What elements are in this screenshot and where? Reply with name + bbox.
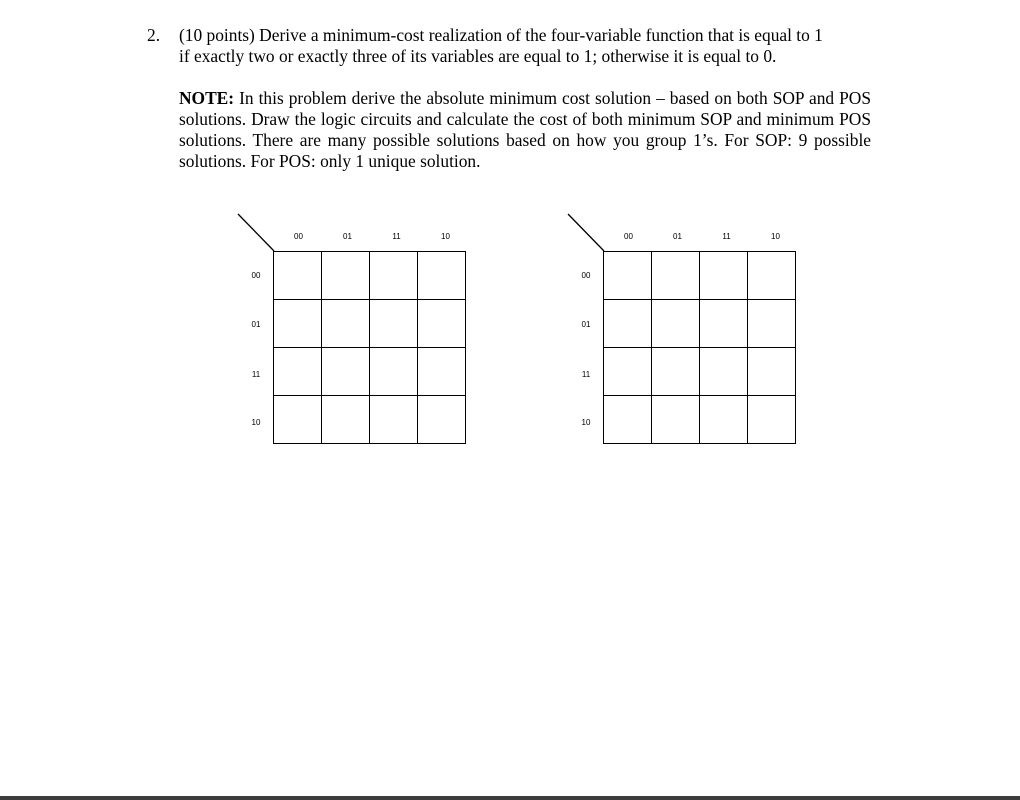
kmap-2-row-label: 11 (581, 370, 591, 379)
kmap-1-row-label: 11 (251, 370, 261, 379)
note-text: In this problem derive the absolute minimum cost solution – based on both SOP and POS solutions. Draw the logic circuits and calculate the cost of both minimum SOP and minimum POS solutions. There are many possible solutions based on how you group 1’s. For SOP: 9 possible solutions. For POS: only 1 unique solution. (179, 88, 871, 171)
kmap-2-cell[interactable] (748, 396, 796, 444)
kmap-1-cell[interactable] (418, 300, 466, 348)
kmap-1-col-label: 01 (343, 232, 352, 241)
kmap-2 (567, 212, 837, 452)
kmap-2-cell[interactable] (604, 252, 652, 300)
problem-text-line-2: if exactly two or exactly three of its variables are equal to 1; otherwise it is equal to 0. (179, 46, 777, 66)
problem-number: 2. (147, 25, 161, 45)
kmap-1-col-label: 00 (294, 232, 303, 241)
kmap-2-row-label: 01 (581, 320, 591, 329)
kmap-2-cell[interactable] (604, 300, 652, 348)
kmap-2-cell[interactable] (652, 252, 700, 300)
note-paragraph (179, 88, 871, 172)
kmap-1-row-label: 00 (251, 271, 261, 280)
kmap-2-cell[interactable] (700, 348, 748, 396)
viewer-bottom-edge (0, 796, 1020, 800)
kmap-2-cell[interactable] (652, 348, 700, 396)
kmap-1-cell[interactable] (370, 300, 418, 348)
kmap-2-col-label: 01 (673, 232, 682, 241)
kmap-2-grid (603, 251, 796, 444)
kmap-1-cell[interactable] (274, 300, 322, 348)
kmap-1-col-label: 10 (441, 232, 450, 241)
note-label: NOTE: (179, 88, 235, 108)
kmap-1-cell[interactable] (274, 252, 322, 300)
kmap-1-cell[interactable] (322, 252, 370, 300)
kmap-2-cell[interactable] (652, 396, 700, 444)
kmap-1-cell[interactable] (370, 348, 418, 396)
kmap-1-cell[interactable] (322, 348, 370, 396)
kmap-2-cell[interactable] (700, 300, 748, 348)
kmap-2-cell[interactable] (700, 396, 748, 444)
kmap-1-row-label: 10 (251, 418, 261, 427)
problem-statement (179, 25, 871, 67)
kmap-1-cell[interactable] (322, 300, 370, 348)
kmap-2-row-label: 00 (581, 271, 591, 280)
problem-text-line-1: (10 points) Derive a minimum-cost realization of the four-variable function that is equal to 1 (179, 25, 823, 45)
kmap-1-row-label: 01 (251, 320, 261, 329)
kmap-1-col-label: 11 (392, 232, 401, 241)
kmap-1-cell[interactable] (418, 396, 466, 444)
kmap-1 (237, 212, 507, 452)
kmap-2-cell[interactable] (748, 348, 796, 396)
kmap-2-cell[interactable] (748, 252, 796, 300)
kmap-2-cell[interactable] (700, 252, 748, 300)
kmap-2-row-label: 10 (581, 418, 591, 427)
kmap-2-col-label: 00 (624, 232, 633, 241)
kmap-1-cell[interactable] (418, 348, 466, 396)
kmap-2-cell[interactable] (748, 300, 796, 348)
previous-text-cut-off (0, 0, 1020, 5)
kmap-1-cell[interactable] (418, 252, 466, 300)
kmap-2-col-label: 10 (771, 232, 780, 241)
kmap-2-cell[interactable] (604, 396, 652, 444)
kmap-1-cell[interactable] (274, 348, 322, 396)
kmap-1-cell[interactable] (370, 396, 418, 444)
kmap-1-cell[interactable] (274, 396, 322, 444)
kmap-2-cell[interactable] (604, 348, 652, 396)
kmap-2-col-label: 11 (722, 232, 731, 241)
kmap-1-cell[interactable] (322, 396, 370, 444)
kmap-1-grid (273, 251, 466, 444)
kmap-1-cell[interactable] (370, 252, 418, 300)
kmap-2-cell[interactable] (652, 300, 700, 348)
